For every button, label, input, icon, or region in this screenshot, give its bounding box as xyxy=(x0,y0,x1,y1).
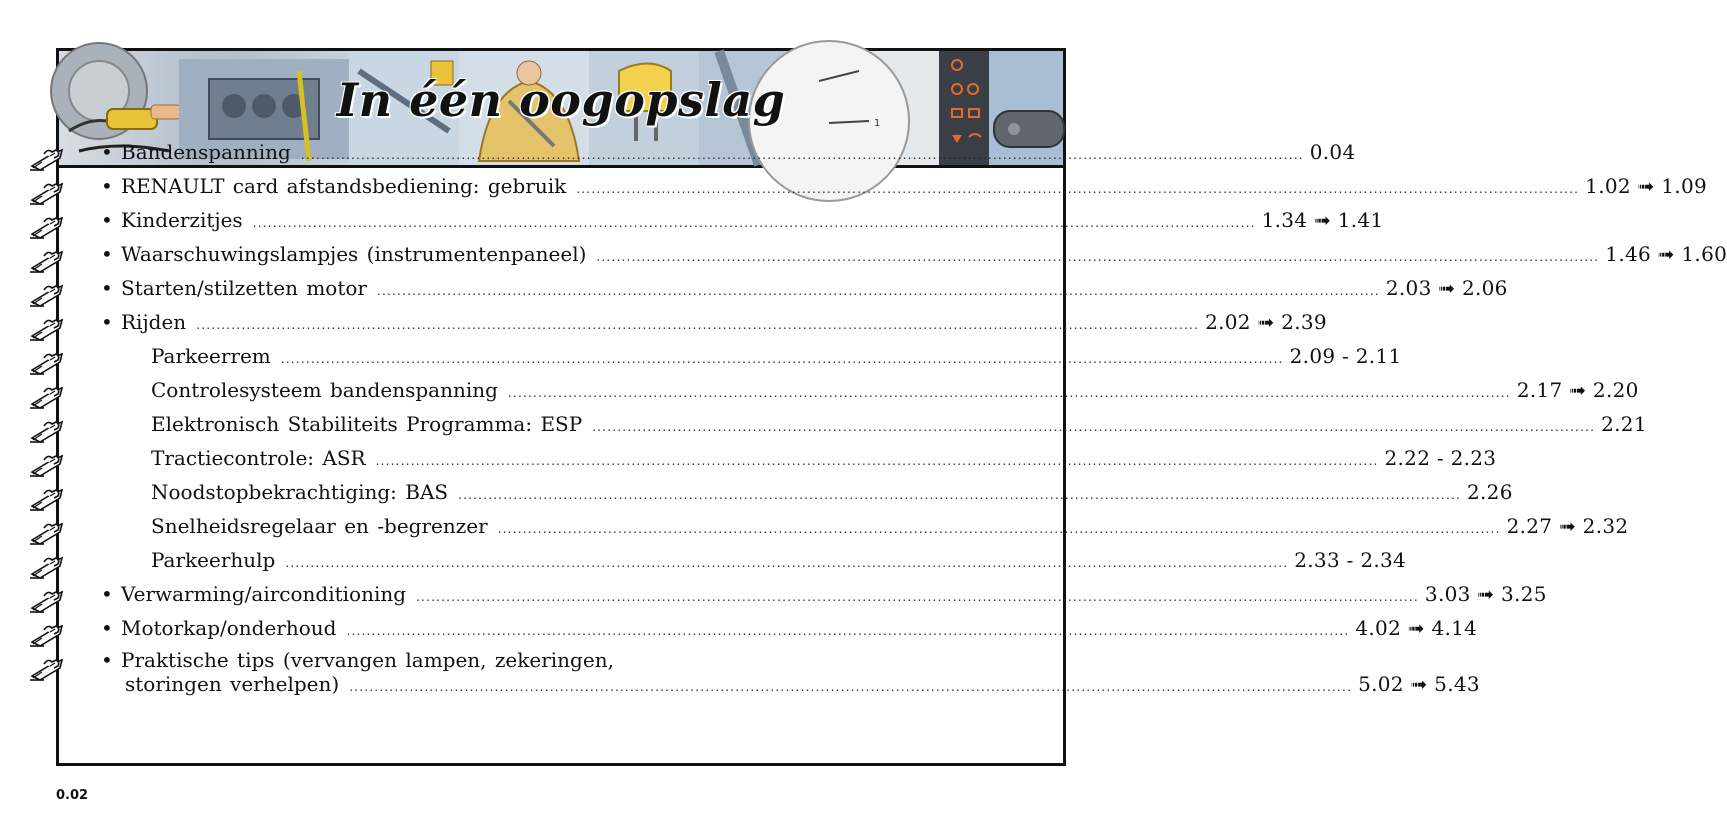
dot-leader: ........................................................................................................................................................................................................ xyxy=(497,522,1501,536)
toc-entry xyxy=(101,206,1384,234)
dot-leader: ........................................................................................................................................................................................................ xyxy=(280,352,1284,366)
page-number: 0.02 xyxy=(56,788,89,803)
page-reference: 2.03 ➟ 2.06 xyxy=(1385,276,1508,300)
entry-label: Bandenspanning xyxy=(121,140,291,164)
page-reference: 2.33 - 2.34 xyxy=(1294,548,1407,572)
page-reference: 5.02 ➟ 5.43 xyxy=(1358,672,1480,696)
writing-hand-icon xyxy=(30,248,64,274)
writing-hand-icon xyxy=(30,554,64,580)
toc-entry xyxy=(101,274,1508,302)
writing-hand-icon xyxy=(30,452,64,478)
writing-hand-icon xyxy=(30,418,64,444)
entry-label: Parkeerrem xyxy=(151,344,271,368)
writing-hand-icon xyxy=(30,384,64,410)
dot-leader: ........................................................................................................................................................................................................ xyxy=(375,454,1379,468)
entry-label: Waarschuwingslampjes (instrumentenpaneel) xyxy=(121,242,587,266)
writing-hand-icon xyxy=(30,350,64,376)
toc-subentry xyxy=(151,342,1402,370)
toc-entry xyxy=(101,138,1356,166)
entry-label: RENAULT card afstandsbediening: gebruik xyxy=(121,174,567,198)
page-reference: 2.27 ➟ 2.32 xyxy=(1506,514,1629,538)
page-reference: 2.17 ➟ 2.20 xyxy=(1516,378,1639,402)
writing-hand-icon xyxy=(30,146,64,172)
writing-hand-icon xyxy=(30,316,64,342)
svg-text:1: 1 xyxy=(874,118,881,129)
bullet: • xyxy=(101,648,113,672)
bullet: • xyxy=(101,582,113,606)
dot-leader: ........................................................................................................................................................................................................ xyxy=(416,590,1419,604)
entry-label: Snelheidsregelaar en -begrenzer xyxy=(151,514,488,538)
entry-label: Rijden xyxy=(121,310,187,334)
dot-leader: ........................................................................................................................................................................................................ xyxy=(300,148,1304,162)
writing-hand-icon xyxy=(30,180,64,206)
page-reference: 2.09 - 2.11 xyxy=(1289,344,1402,368)
bullet: • xyxy=(101,276,113,300)
entry-label: Parkeerhulp xyxy=(151,548,276,572)
page-reference: 0.04 xyxy=(1309,140,1356,164)
page-reference: 1.34 ➟ 1.41 xyxy=(1261,208,1384,232)
page-reference: 3.03 ➟ 3.25 xyxy=(1424,582,1547,606)
toc-subentry xyxy=(151,410,1647,438)
dot-leader: ........................................................................................................................................................................................................ xyxy=(252,216,1256,230)
entry-label: Starten/stilzetten motor xyxy=(121,276,367,300)
bullet: • xyxy=(101,616,113,640)
toc-subentry xyxy=(151,546,1407,574)
dot-leader: ........................................................................................................................................................................................................ xyxy=(346,624,1350,638)
dot-leader: ........................................................................................................................................................................................................ xyxy=(285,556,1289,570)
dot-leader: ........................................................................................................................................................................................................ xyxy=(592,420,1596,434)
page-reference: 4.02 ➟ 4.14 xyxy=(1355,616,1478,640)
toc-entry xyxy=(101,308,1327,336)
page-title: In één oogopslag xyxy=(336,73,786,127)
bullet: • xyxy=(101,208,113,232)
dot-leader: ........................................................................................................................................................................................................ xyxy=(196,318,1200,332)
entry-label: Tractiecontrole: ASR xyxy=(151,446,366,470)
dot-leader: ........................................................................................................................................................................................................ xyxy=(576,182,1580,196)
writing-hand-icon xyxy=(30,520,64,546)
bullet: • xyxy=(101,174,113,198)
page-reference: 2.02 ➟ 2.39 xyxy=(1205,310,1327,334)
entry-label: Verwarming/airconditioning xyxy=(121,582,407,606)
toc-entry xyxy=(101,240,1727,268)
entry-label: Motorkap/onderhoud xyxy=(121,616,337,640)
toc-subentry xyxy=(151,444,1497,472)
page-reference: 2.26 xyxy=(1467,480,1513,504)
toc-entry-continuation xyxy=(125,670,1480,698)
page-reference: 1.02 ➟ 1.09 xyxy=(1585,174,1708,198)
bullet: • xyxy=(101,242,113,266)
writing-hand-icon xyxy=(30,656,64,682)
bullet: • xyxy=(101,140,113,164)
page-reference: 1.46 ➟ 1.60 xyxy=(1605,242,1727,266)
entry-label: Noodstopbekrachtiging: BAS xyxy=(151,480,449,504)
toc-subentry xyxy=(151,512,1629,540)
writing-hand-icon xyxy=(30,214,64,240)
dot-leader: ........................................................................................................................................................................................................ xyxy=(376,284,1380,298)
entry-label: Elektronisch Stabiliteits Programma: ESP xyxy=(151,412,583,436)
writing-hand-icon xyxy=(30,622,64,648)
entry-label: storingen verhelpen) xyxy=(125,672,340,696)
entry-label: Praktische tips (vervangen lampen, zekeringen, xyxy=(121,648,614,672)
dot-leader: ........................................................................................................................................................................................................ xyxy=(349,680,1353,694)
toc-subentry xyxy=(151,478,1513,506)
writing-hand-icon xyxy=(30,282,64,308)
bullet: • xyxy=(101,310,113,334)
toc-entry xyxy=(101,172,1708,200)
dot-leader: ........................................................................................................................................................................................................ xyxy=(507,386,1511,400)
dot-leader: ........................................................................................................................................................................................................ xyxy=(458,488,1461,502)
page-reference: 2.22 - 2.23 xyxy=(1384,446,1497,470)
toc-entry xyxy=(101,580,1547,608)
entry-label: Controlesysteem bandenspanning xyxy=(151,378,498,402)
entry-label: Kinderzitjes xyxy=(121,208,243,232)
page-reference: 2.21 xyxy=(1601,412,1647,436)
writing-hand-icon xyxy=(30,588,64,614)
writing-hand-icon xyxy=(30,486,64,512)
toc-entry xyxy=(101,614,1478,642)
toc-subentry xyxy=(151,376,1639,404)
dot-leader: ........................................................................................................................................................................................................ xyxy=(596,250,1600,264)
